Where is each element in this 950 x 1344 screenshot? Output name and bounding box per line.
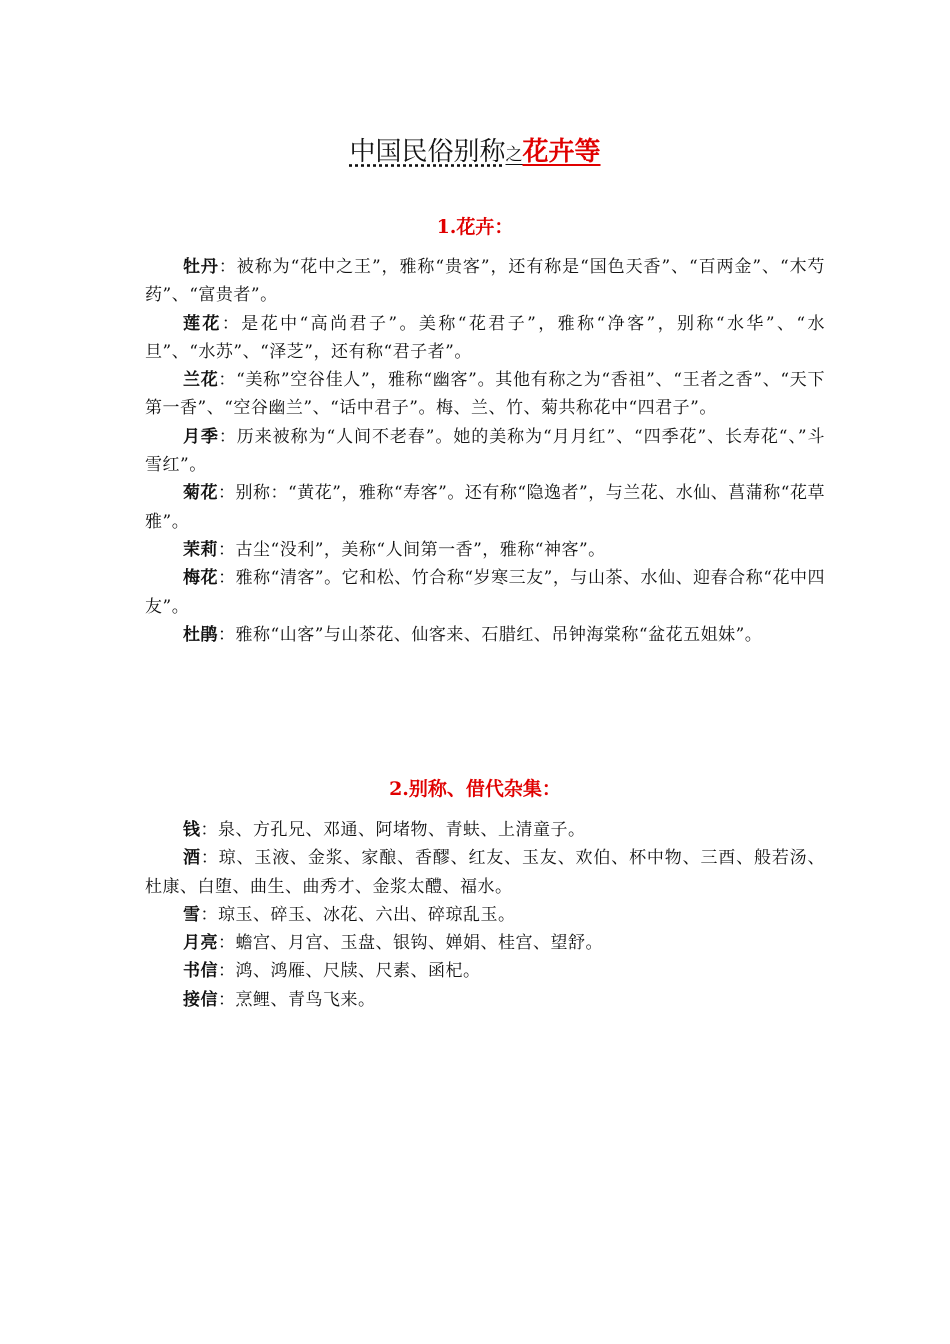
entry-paragraph <box>145 423 825 480</box>
entry-term: 杜鹃 <box>183 624 218 645</box>
entry-text: ：古尘“没利”，美称“人间第一香”，雅称“神客”。 <box>218 539 606 560</box>
entry-paragraph <box>145 479 825 536</box>
entry-text: ：鸿、鸿雁、尺牍、尺素、函杞。 <box>218 961 481 982</box>
entry-term: 菊花 <box>183 483 219 504</box>
section-heading-aliases: 2.别称、借代杂集： <box>389 778 561 800</box>
entry-term: 月季 <box>183 426 219 447</box>
entry-text: ：被称为“花中之王”，雅称“贵客”，还有称是“国色天香”、“百两金”、“木芍药”、“富贵者”。 <box>145 257 826 306</box>
title-highlight: 花卉等 <box>522 137 601 167</box>
entry-term: 月亮 <box>183 933 218 954</box>
entry-text: ：烹鲤、青鸟飞来。 <box>218 989 376 1010</box>
entry-paragraph <box>145 536 825 564</box>
entry-paragraph <box>145 816 825 844</box>
section-body-flowers <box>145 253 825 649</box>
entry-text: ：琼、玉液、金浆、家酿、香醪、红友、玉友、欢伯、杯中物、三酉、般若汤、杜康、白堕、曲生、曲秀才、金浆太醴、福水。 <box>145 848 825 897</box>
document-title <box>0 134 950 173</box>
entry-paragraph <box>145 621 825 649</box>
entry-term: 梅花 <box>183 568 219 589</box>
entry-text: ：雅称“清客”。它和松、竹合称“岁寒三友”，与山茶、水仙、迎春合称“花中四友”。 <box>145 568 826 617</box>
entry-paragraph <box>145 310 825 367</box>
entry-text: ：别称：“黄花”，雅称“寿客”。还有称“隐逸者”，与兰花、水仙、菖蒲称“花草雅”。 <box>145 483 825 532</box>
entry-paragraph <box>145 844 825 901</box>
entry-term: 接信 <box>183 989 218 1010</box>
entry-text: ：是花中“高尚君子”。美称“花君子”，雅称“净客”，别称“水华”、“水旦”、“水苏”、“泽芝”，还有称“君子者”。 <box>145 313 826 362</box>
entry-term: 茉莉 <box>183 539 218 560</box>
entry-text: ：“美称”空谷佳人”，雅称“幽客”。其他有称之为“香祖”、“王者之香”、“天下第一香”、“空谷幽兰”、“话中君子”。梅、兰、竹、菊共称花中“四君子”。 <box>145 370 825 419</box>
section-body-aliases <box>145 816 825 1014</box>
entry-text: ：雅称“山客”与山茶花、仙客来、石腊红、吊钟海棠称“盆花五姐妹”。 <box>218 624 763 645</box>
entry-paragraph <box>145 901 825 929</box>
entry-paragraph <box>145 253 825 310</box>
entry-term: 牡丹 <box>183 257 219 277</box>
entry-text: ：历来被称为“人间不老春”。她的美称为“月月红”、“四季花”、长寿花“、”斗雪红”。 <box>145 426 825 476</box>
entry-term: 莲花 <box>183 313 222 334</box>
entry-term: 钱 <box>183 820 201 840</box>
entry-term: 雪 <box>183 904 201 925</box>
entry-paragraph <box>145 957 825 985</box>
entry-paragraph <box>145 929 825 957</box>
entry-paragraph <box>145 366 825 423</box>
title-main: 中国民俗别称 <box>349 137 506 167</box>
entry-paragraph <box>145 986 825 1014</box>
title-connector: 之 <box>505 145 523 165</box>
entry-term: 书信 <box>183 961 218 982</box>
entry-term: 兰花 <box>183 370 219 391</box>
entry-text: ：蟾宫、月宫、玉盘、银钩、婵娟、桂宫、望舒。 <box>218 933 603 954</box>
entry-term: 酒 <box>183 848 201 869</box>
entry-text: ：泉、方孔兄、邓通、阿堵物、青蚨、上清童子。 <box>200 820 586 840</box>
section-heading-flowers: 1.花卉： <box>436 216 514 238</box>
entry-text: ：琼玉、碎玉、冰花、六出、碎琼乱玉。 <box>200 904 516 925</box>
entry-paragraph <box>145 564 825 621</box>
